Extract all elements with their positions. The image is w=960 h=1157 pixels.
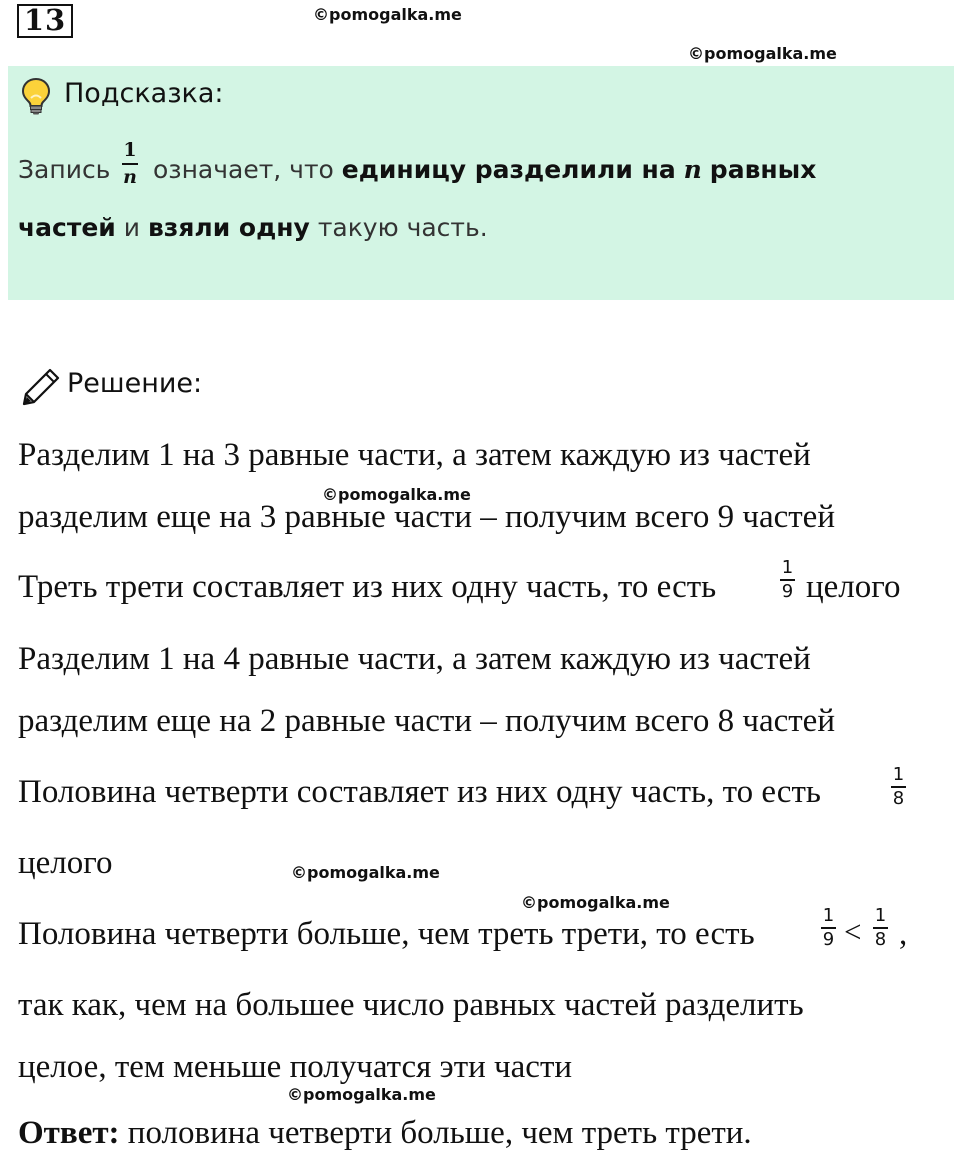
- hint-bold-text: единицу разделили на: [341, 155, 676, 184]
- hint-fraction: [122, 140, 138, 188]
- solution-line-6: [18, 772, 821, 812]
- less-than-sign: <: [844, 914, 862, 949]
- solution-line-5: разделим еще на 2 равные части – получим всего 8 частей: [18, 703, 835, 739]
- fraction-one-ninth-compare: [821, 906, 836, 950]
- line-text: Треть трети составляет из них одну часть, то есть: [18, 569, 717, 605]
- solution-line-7: целого: [18, 845, 113, 881]
- fraction-denominator: 8: [892, 787, 905, 809]
- solution-line-3-end: целого: [806, 569, 901, 605]
- watermark: ©pomogalka.me: [287, 1085, 436, 1104]
- watermark: ©pomogalka.me: [521, 893, 670, 912]
- line-text: Половина четверти больше, чем треть трети, то есть: [18, 916, 755, 952]
- fraction-numerator: 1: [822, 905, 835, 926]
- solution-line-2: разделим еще на 3 равные части – получим всего 9 частей: [18, 499, 835, 535]
- line-text: Половина четверти составляет из них одну часть, то есть: [18, 774, 821, 810]
- fraction-denominator: 9: [822, 928, 835, 950]
- watermark: ©pomogalka.me: [291, 863, 440, 882]
- watermark: ©pomogalka.me: [688, 44, 837, 63]
- solution-line-10: целое, тем меньше получатся эти части: [18, 1049, 573, 1085]
- fraction-numerator: 1: [892, 764, 905, 785]
- fraction-numerator: 1: [874, 905, 887, 926]
- hint-text: Запись: [18, 155, 111, 184]
- fraction-one-eighth-compare: [873, 906, 888, 950]
- fraction-bar: [122, 163, 138, 165]
- solution-line-9: так как, чем на большее число равных частей разделить: [18, 987, 804, 1023]
- hint-line-2: [18, 213, 488, 242]
- hint-bold-text: взяли одну: [147, 213, 310, 242]
- hint-bold-text: частей: [18, 213, 116, 242]
- hint-variable: n: [683, 155, 702, 184]
- watermark: ©pomogalka.me: [313, 5, 462, 24]
- solution-line-1: Разделим 1 на 3 равные части, а затем каждую из частей: [18, 437, 811, 473]
- answer-label: Ответ:: [18, 1115, 120, 1151]
- fraction-numerator: 1: [781, 557, 794, 578]
- answer-line: [18, 1113, 752, 1153]
- task-number: 13: [17, 4, 73, 38]
- hint-bold-text: равных: [709, 155, 817, 184]
- hint-text: означает, что: [153, 155, 334, 184]
- pencil-icon: [20, 366, 62, 413]
- fraction-numerator: 1: [123, 139, 137, 161]
- solution-line-8-end: ,: [899, 916, 908, 952]
- solution-line-8: [18, 914, 755, 954]
- hint-line-1: [18, 155, 110, 184]
- hint-line-1-rest: [153, 155, 816, 184]
- answer-text: половина четверти больше, чем треть трети.: [127, 1115, 752, 1151]
- solution-line-3: [18, 567, 716, 607]
- solution-line-4: Разделим 1 на 4 равные части, а затем каждую из частей: [18, 641, 811, 677]
- hint-text: и: [123, 213, 141, 242]
- hint-text: такую часть.: [317, 213, 488, 242]
- lightbulb-icon: [20, 76, 52, 121]
- fraction-denominator: 8: [874, 928, 887, 950]
- watermark: ©pomogalka.me: [322, 485, 471, 504]
- fraction-one-ninth: [780, 558, 795, 602]
- fraction-denominator: n: [123, 166, 137, 188]
- hint-title: Подсказка:: [64, 78, 224, 109]
- fraction-denominator: 9: [781, 580, 794, 602]
- solution-title: Решение:: [67, 368, 203, 399]
- fraction-one-eighth: [891, 765, 906, 809]
